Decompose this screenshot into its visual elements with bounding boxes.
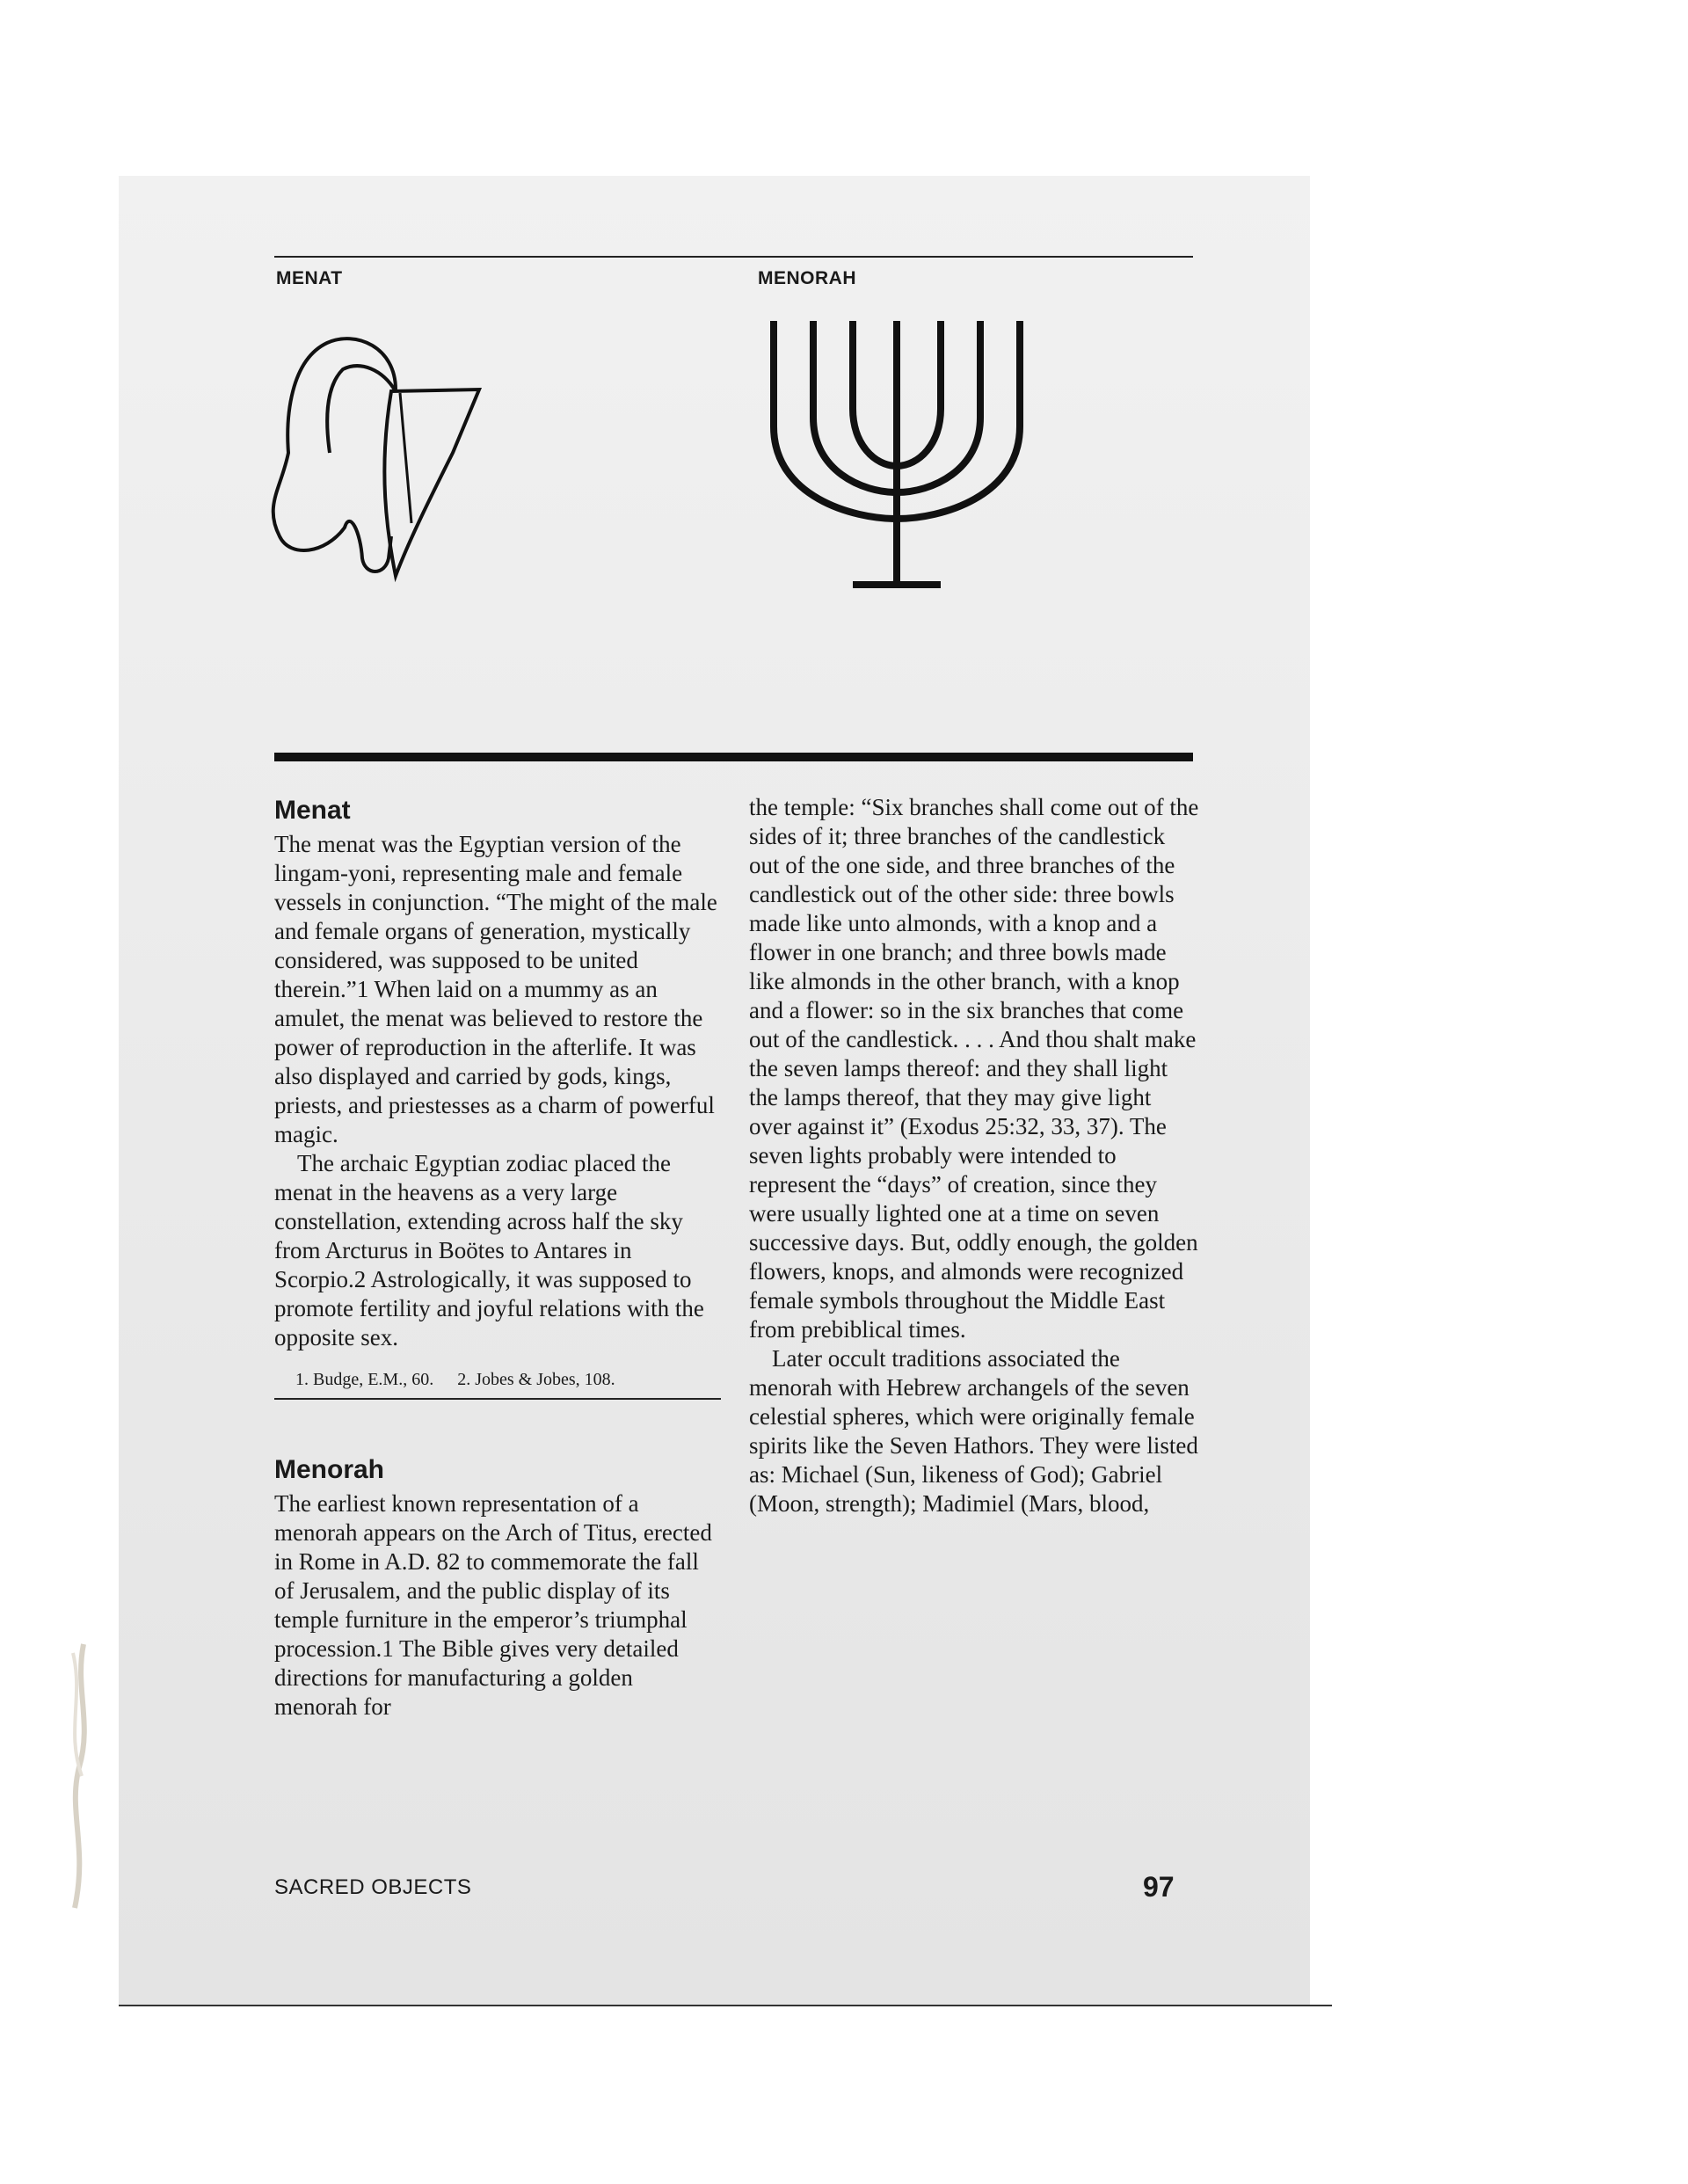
page-number: 97 — [1143, 1871, 1175, 1903]
bottom-rule — [119, 2005, 1332, 2006]
menat-entry-title: Menat — [274, 796, 351, 825]
menorah-symbol-icon — [747, 321, 1046, 607]
menorah-paragraph-2: the temple: “Six branches shall come out of the sides of it; three branches of the candlestick out of the one side, and three branches of the candlestick out of the other side: three bowls made like unto almonds, with a knop and a flower in one branch; and three bowls made like almonds in the other branch, with a knop and a flower: so in the six branches that come out of the candlestick. . . . And thou shalt make the seven lamps thereof: and they shall light the lamps thereof, that they may give light over against it” (Exodus 25:32, 33, 37). The seven lights probably were intended to represent the “days” of creation, since they were usually lighted one at a time on seven successive days. But, oddly enough, the golden flowers, knops, and almonds were recognized female symbols throughout the Middle East from prebiblical times. — [749, 794, 1199, 1343]
menorah-entry-title: Menorah — [274, 1455, 385, 1484]
menat-symbol-icon — [264, 321, 501, 598]
binding-thread — [48, 1635, 110, 1917]
menat-paragraph-1: The menat was the Egyptian version of the lingam-yoni, representing male and female vessels in conjunction. “The might of the male and female organs of generation, mystically considered, was supposed to be united therein.”1 When laid on a mummy as an amulet, the menat was believed to restore the power of reproduction in the afterlife. It was also displayed and carried by gods, kings, priests, and priestesses as a charm of powerful magic. — [274, 831, 717, 1147]
menat-note-1: 1. Budge, E.M., 60. — [295, 1370, 434, 1389]
top-rule — [274, 256, 1193, 258]
menorah-paragraph-3: Later occult traditions associated the menorah with Hebrew archangels of the seven celestial spheres, which were originally female spirits like the Seven Hathors. They were listed as: Michael (Sun, likeness of God); Gabriel (Moon, strength); Madimiel (Mars, blood, — [749, 1345, 1198, 1517]
section-footer: SACRED OBJECTS — [274, 1875, 472, 1899]
menat-note-2: 2. Jobes & Jobes, 108. — [457, 1370, 615, 1389]
right-column — [749, 793, 1199, 1518]
menat-notes — [274, 1363, 721, 1400]
menat-figure-label: MENAT — [276, 268, 343, 288]
section-divider — [274, 753, 1193, 761]
left-column — [274, 793, 721, 1722]
menorah-paragraph-1: The earliest known representation of a menorah appears on the Arch of Titus, erected in Rome in A.D. 82 to commemorate the fall of Jerusalem, and the public display of its temple furniture in the emperor’s triumphal procession.1 The Bible gives very detailed directions for manufacturing a golden menorah for — [274, 1490, 712, 1720]
menorah-figure-label: MENORAH — [758, 268, 856, 288]
menat-paragraph-2: The archaic Egyptian zodiac placed the menat in the heavens as a very large constellation, extending across half the sky from Arcturus in Boötes to Antares in Scorpio.2 Astrologically, it was supposed to promote fertility and joyful relations with the opposite sex. — [274, 1150, 704, 1350]
